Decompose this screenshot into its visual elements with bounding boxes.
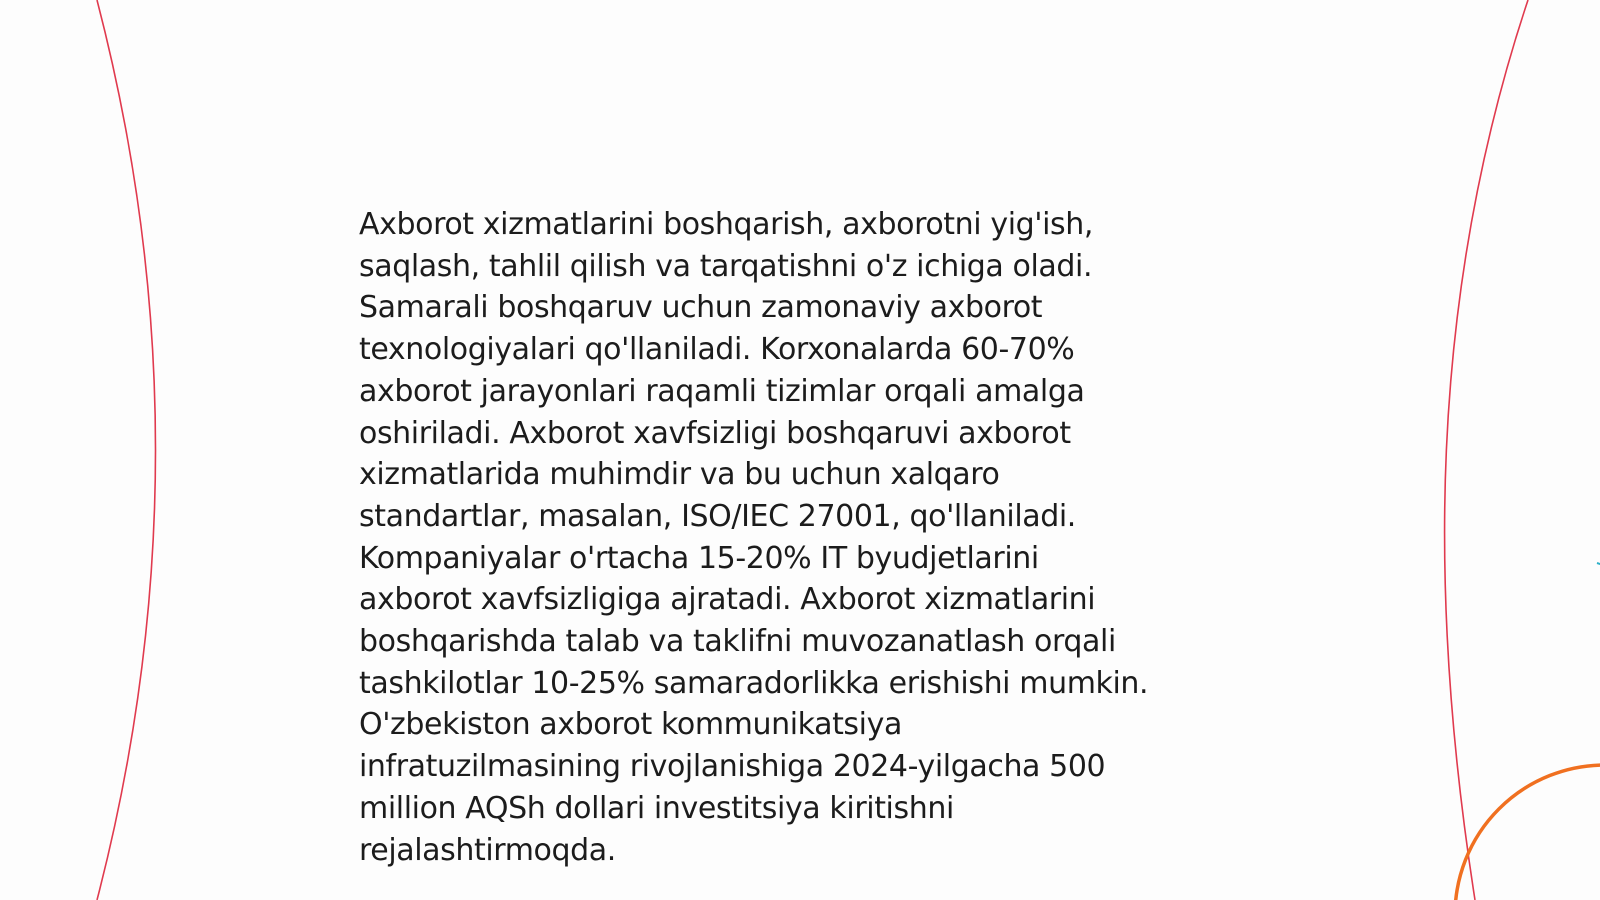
body-line: Axborot xizmatlarini boshqarish, axborotni yig'ish, bbox=[359, 207, 1094, 242]
body-paragraph bbox=[359, 204, 1259, 871]
body-line: rejalashtirmoqda. bbox=[359, 832, 616, 868]
body-line: standartlar, masalan, ISO/IEC 27001, qo'llaniladi. bbox=[359, 498, 1076, 534]
body-line: O'zbekiston axborot kommunikatsiya bbox=[359, 707, 902, 743]
body-line: million AQSh dollari investitsiya kiritishni bbox=[359, 790, 954, 826]
body-line: axborot xavfsizligiga ajratadi. Axborot xizmatlarini bbox=[359, 582, 1096, 618]
right-arc-decoration bbox=[1445, 0, 1528, 900]
body-line: oshiriladi. Axborot xavfsizligi boshqaruvi axborot bbox=[359, 415, 1071, 451]
orange-circle-decoration bbox=[1455, 765, 1600, 900]
left-arc-decoration bbox=[97, 0, 156, 900]
body-line: Samarali boshqaruv uchun zamonaviy axborot bbox=[359, 290, 1043, 326]
body-line: xizmatlarida muhimdir va bu uchun xalqaro bbox=[359, 457, 1000, 493]
body-line: axborot jarayonlari raqamli tizimlar orqali amalga bbox=[359, 373, 1085, 409]
body-line: boshqarishda talab va taklifni muvozanatlash orqali bbox=[359, 624, 1116, 660]
body-line: texnologiyalari qo'llaniladi. Korxonalarda 60-70% bbox=[359, 332, 1075, 368]
body-line: saqlash, tahlil qilish va tarqatishni o'z ichiga oladi. bbox=[359, 248, 1093, 284]
body-line: tashkilotlar 10-25% samaradorlikka erishishi mumkin. bbox=[359, 665, 1149, 701]
body-line: infratuzilmasining rivojlanishiga 2024-yilgacha 500 bbox=[359, 749, 1106, 785]
body-line: Kompaniyalar o'rtacha 15-20% IT byudjetlarini bbox=[359, 540, 1039, 576]
